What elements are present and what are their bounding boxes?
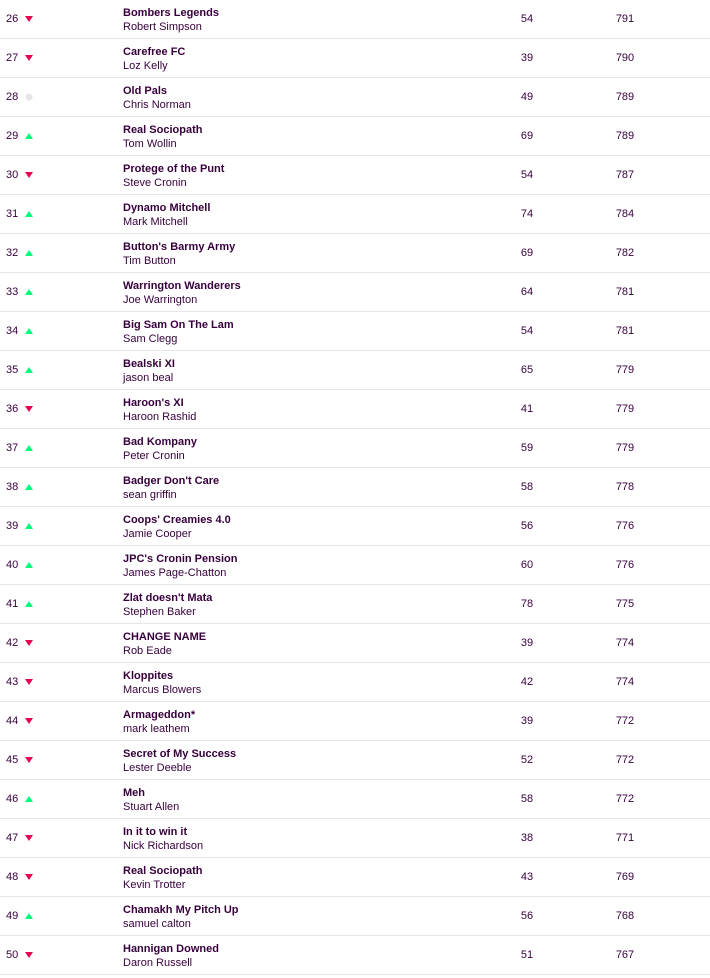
team-cell: [123, 864, 202, 892]
total-points: 775: [615, 598, 635, 610]
rank-down-arrow-icon: [24, 717, 33, 726]
rank-up-arrow-icon: [24, 249, 33, 258]
team-name-link[interactable]: JPC's Cronin Pension: [123, 553, 238, 565]
rank-down-arrow-icon: [24, 171, 33, 180]
team-name-link[interactable]: Badger Don't Care: [123, 475, 220, 487]
team-cell: [123, 279, 241, 307]
rank-number: 31: [6, 208, 19, 220]
team-cell: [123, 201, 210, 229]
rank-cell: [6, 507, 33, 545]
gameweek-points: 58: [520, 793, 534, 805]
total-points: 772: [615, 715, 635, 727]
rank-cell: [6, 624, 33, 662]
manager-name: Peter Cronin: [123, 450, 185, 462]
team-cell: [123, 240, 235, 268]
rank-down-arrow-icon: [24, 54, 33, 63]
rank-number: 27: [6, 52, 19, 64]
team-cell: [123, 474, 219, 502]
table-row[interactable]: [0, 0, 710, 39]
total-points: 789: [615, 130, 635, 142]
rank-number: 47: [6, 832, 19, 844]
rank-up-arrow-icon: [24, 132, 33, 141]
gameweek-points: 78: [520, 598, 534, 610]
total-points: 776: [615, 520, 635, 532]
team-cell: [123, 591, 212, 619]
rank-down-arrow-icon: [24, 873, 33, 882]
team-cell: [123, 747, 236, 775]
rank-up-arrow-icon: [24, 327, 33, 336]
rank-number: 45: [6, 754, 19, 766]
manager-name: jason beal: [123, 372, 174, 384]
table-row[interactable]: [0, 234, 710, 273]
team-name-link[interactable]: Button's Barmy Army: [123, 241, 236, 253]
manager-name: Tim Button: [123, 255, 176, 267]
team-cell: [123, 630, 206, 658]
rank-down-arrow-icon: [24, 678, 33, 687]
team-name-link[interactable]: Haroon's XI: [123, 397, 184, 409]
team-name-link[interactable]: Meh: [123, 787, 145, 799]
rank-cell: [6, 39, 33, 77]
total-points: 769: [615, 871, 635, 883]
rank-cell: [6, 195, 33, 233]
rank-number: 38: [6, 481, 19, 493]
rank-up-arrow-icon: [24, 483, 33, 492]
gameweek-points: 74: [520, 208, 534, 220]
gameweek-points: 43: [520, 871, 534, 883]
table-row[interactable]: [0, 273, 710, 312]
table-row[interactable]: [0, 351, 710, 390]
table-row[interactable]: [0, 156, 710, 195]
rank-number: 29: [6, 130, 19, 142]
table-row[interactable]: [0, 546, 710, 585]
rank-up-arrow-icon: [24, 444, 33, 453]
team-cell: [123, 162, 224, 190]
team-cell: [123, 45, 185, 73]
gameweek-points: 56: [520, 520, 534, 532]
team-cell: [123, 903, 239, 931]
team-cell: [123, 357, 175, 385]
total-points: 774: [615, 676, 635, 688]
total-points: 778: [615, 481, 635, 493]
rank-down-arrow-icon: [24, 756, 33, 765]
team-cell: [123, 825, 203, 853]
table-row[interactable]: [0, 624, 710, 663]
team-cell: [123, 669, 201, 697]
rank-number: 41: [6, 598, 19, 610]
manager-name: mark leathem: [123, 723, 190, 735]
total-points: 772: [615, 754, 635, 766]
rank-number: 39: [6, 520, 19, 532]
table-row[interactable]: [0, 897, 710, 936]
total-points: 779: [615, 442, 635, 454]
table-row[interactable]: [0, 936, 710, 975]
gameweek-points: 39: [520, 637, 534, 649]
team-name-link[interactable]: Real Sociopath: [123, 865, 203, 877]
rank-cell: [6, 390, 33, 428]
rank-number: 34: [6, 325, 19, 337]
team-cell: [123, 84, 191, 112]
total-points: 767: [615, 949, 635, 961]
total-points: 779: [615, 403, 635, 415]
table-row[interactable]: [0, 663, 710, 702]
rank-up-arrow-icon: [24, 366, 33, 375]
rank-cell: [6, 117, 33, 155]
rank-cell: [6, 351, 33, 389]
gameweek-points: 69: [520, 247, 534, 259]
rank-down-arrow-icon: [24, 405, 33, 414]
gameweek-points: 69: [520, 130, 534, 142]
total-points: 771: [615, 832, 635, 844]
team-name-link[interactable]: Kloppites: [123, 670, 174, 682]
rank-up-arrow-icon: [24, 210, 33, 219]
rank-down-arrow-icon: [24, 639, 33, 648]
rank-number: 40: [6, 559, 19, 571]
rank-cell: [6, 897, 33, 935]
table-row[interactable]: [0, 78, 710, 117]
manager-name: Loz Kelly: [123, 60, 168, 72]
rank-number: 26: [6, 13, 19, 25]
rank-cell: [6, 546, 33, 584]
rank-number: 49: [6, 910, 19, 922]
rank-number: 28: [6, 91, 19, 103]
gameweek-points: 60: [520, 559, 534, 571]
rank-cell: [6, 858, 33, 896]
rank-number: 36: [6, 403, 19, 415]
total-points: 772: [615, 793, 635, 805]
team-name-link[interactable]: Big Sam On The Lam: [123, 319, 234, 331]
rank-cell: [6, 312, 33, 350]
table-row[interactable]: [0, 39, 710, 78]
rank-number: 46: [6, 793, 19, 805]
team-cell: [123, 786, 179, 814]
team-name-link[interactable]: Dynamo Mitchell: [123, 202, 211, 214]
team-name-link[interactable]: Zlat doesn't Mata: [123, 592, 213, 604]
team-name-link[interactable]: Armageddon*: [123, 709, 196, 721]
gameweek-points: 56: [520, 910, 534, 922]
rank-cell: [6, 780, 33, 818]
rank-down-arrow-icon: [24, 951, 33, 960]
table-row[interactable]: [0, 117, 710, 156]
team-name-link[interactable]: Protege of the Punt: [123, 163, 225, 175]
rank-number: 50: [6, 949, 19, 961]
table-row[interactable]: [0, 429, 710, 468]
table-row[interactable]: [0, 468, 710, 507]
total-points: 779: [615, 364, 635, 376]
total-points: 790: [615, 52, 635, 64]
manager-name: Daron Russell: [123, 957, 193, 969]
manager-name: samuel calton: [123, 918, 191, 930]
gameweek-points: 59: [520, 442, 534, 454]
gameweek-points: 64: [520, 286, 534, 298]
manager-name: Nick Richardson: [123, 840, 204, 852]
table-row[interactable]: [0, 741, 710, 780]
team-name-link[interactable]: Secret of My Success: [123, 748, 237, 760]
rank-cell: [6, 585, 33, 623]
table-row[interactable]: [0, 702, 710, 741]
manager-name: Marcus Blowers: [123, 684, 202, 696]
gameweek-points: 52: [520, 754, 534, 766]
gameweek-points: 51: [520, 949, 534, 961]
team-cell: [123, 435, 197, 463]
team-cell: [123, 6, 219, 34]
manager-name: Stephen Baker: [123, 606, 196, 618]
rank-cell: [6, 468, 33, 506]
rank-cell: [6, 663, 33, 701]
rank-cell: [6, 156, 33, 194]
rank-cell: [6, 78, 33, 116]
table-row[interactable]: [0, 858, 710, 897]
manager-name: Steve Cronin: [123, 177, 187, 189]
gameweek-points: 38: [520, 832, 534, 844]
rank-number: 32: [6, 247, 19, 259]
manager-name: Robert Simpson: [123, 21, 202, 33]
total-points: 782: [615, 247, 635, 259]
manager-name: Mark Mitchell: [123, 216, 188, 228]
rank-up-arrow-icon: [24, 522, 33, 531]
table-row[interactable]: [0, 507, 710, 546]
rank-cell: [6, 702, 33, 740]
total-points: 789: [615, 91, 635, 103]
gameweek-points: 54: [520, 325, 534, 337]
gameweek-points: 65: [520, 364, 534, 376]
team-cell: [123, 942, 219, 970]
rank-number: 37: [6, 442, 19, 454]
rank-number: 44: [6, 715, 19, 727]
rank-cell: [6, 429, 33, 467]
team-cell: [123, 318, 234, 346]
rank-cell: [6, 273, 33, 311]
table-row[interactable]: [0, 819, 710, 858]
gameweek-points: 39: [520, 52, 534, 64]
rank-up-arrow-icon: [24, 288, 33, 297]
team-name-link[interactable]: Chamakh My Pitch Up: [123, 904, 239, 916]
table-row[interactable]: [0, 195, 710, 234]
team-name-link[interactable]: Warrington Wanderers: [123, 280, 241, 292]
rank-down-arrow-icon: [24, 834, 33, 843]
total-points: 784: [615, 208, 635, 220]
team-name-link[interactable]: Coops' Creamies 4.0: [123, 514, 231, 526]
rank-number: 42: [6, 637, 19, 649]
team-cell: [123, 396, 196, 424]
total-points: 774: [615, 637, 635, 649]
rank-cell: [6, 819, 33, 857]
gameweek-points: 49: [520, 91, 534, 103]
rank-number: 35: [6, 364, 19, 376]
rank-same-dot-icon: [24, 93, 33, 102]
total-points: 781: [615, 286, 635, 298]
team-name-link[interactable]: CHANGE NAME: [123, 631, 207, 643]
rank-up-arrow-icon: [24, 795, 33, 804]
rank-down-arrow-icon: [24, 15, 33, 24]
team-cell: [123, 123, 202, 151]
table-row[interactable]: [0, 390, 710, 429]
manager-name: Chris Norman: [123, 99, 191, 111]
gameweek-points: 42: [520, 676, 534, 688]
gameweek-points: 39: [520, 715, 534, 727]
team-name-link[interactable]: Bombers Legends: [123, 7, 219, 19]
gameweek-points: 41: [520, 403, 534, 415]
rank-number: 30: [6, 169, 19, 181]
rank-cell: [6, 936, 33, 974]
rank-cell: [6, 0, 33, 38]
total-points: 768: [615, 910, 635, 922]
manager-name: sean griffin: [123, 489, 177, 501]
rank-cell: [6, 234, 33, 272]
team-name-link[interactable]: Real Sociopath: [123, 124, 203, 136]
team-name-link[interactable]: Hannigan Downed: [123, 943, 219, 955]
gameweek-points: 54: [520, 169, 534, 181]
table-row[interactable]: [0, 780, 710, 819]
rank-number: 48: [6, 871, 19, 883]
manager-name: Stuart Allen: [123, 801, 180, 813]
team-name-link[interactable]: Bealski XI: [123, 358, 175, 370]
team-name-link[interactable]: Carefree FC: [123, 46, 186, 58]
rank-number: 33: [6, 286, 19, 298]
rank-up-arrow-icon: [24, 912, 33, 921]
table-row[interactable]: [0, 585, 710, 624]
team-cell: [123, 513, 231, 541]
manager-name: Tom Wollin: [123, 138, 177, 150]
team-cell: [123, 708, 195, 736]
team-name-link[interactable]: Bad Kompany: [123, 436, 197, 448]
rank-up-arrow-icon: [24, 600, 33, 609]
manager-name: Rob Eade: [123, 645, 172, 657]
gameweek-points: 58: [520, 481, 534, 493]
manager-name: James Page-Chatton: [123, 567, 227, 579]
rank-number: 43: [6, 676, 19, 688]
team-name-link[interactable]: Old Pals: [123, 85, 168, 97]
manager-name: Kevin Trotter: [123, 879, 186, 891]
total-points: 791: [615, 13, 635, 25]
team-cell: [123, 552, 237, 580]
total-points: 787: [615, 169, 635, 181]
table-row[interactable]: [0, 312, 710, 351]
manager-name: Sam Clegg: [123, 333, 178, 345]
manager-name: Joe Warrington: [123, 294, 198, 306]
team-name-link[interactable]: In it to win it: [123, 826, 188, 838]
manager-name: Lester Deeble: [123, 762, 192, 774]
manager-name: Haroon Rashid: [123, 411, 197, 423]
total-points: 776: [615, 559, 635, 571]
gameweek-points: 54: [520, 13, 534, 25]
total-points: 781: [615, 325, 635, 337]
rank-up-arrow-icon: [24, 561, 33, 570]
rank-cell: [6, 741, 33, 779]
manager-name: Jamie Cooper: [123, 528, 192, 540]
